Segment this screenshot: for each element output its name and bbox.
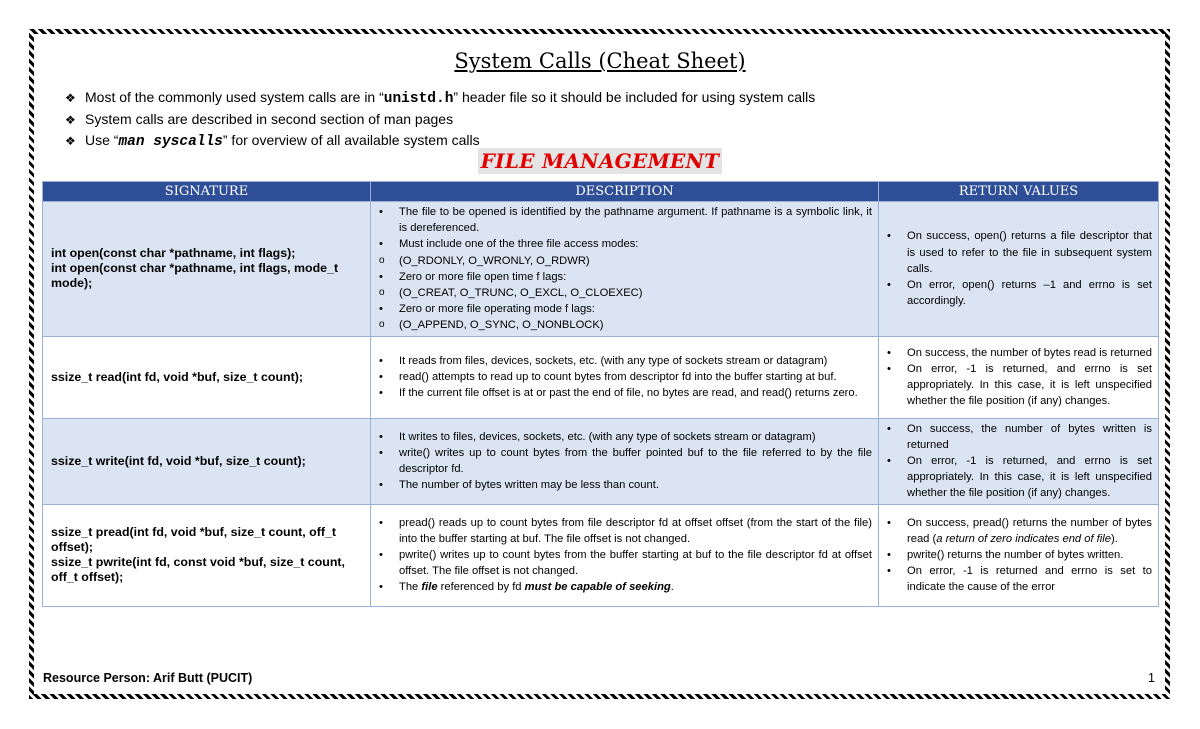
signature-cell: ssize_t write(int fd, void *buf, size_t count); [43,418,371,504]
description-cell: • It writes to files, devices, sockets, etc. (with any type of sockets stream or datagram) • write() writes up to count bytes from the buffer pointed buf to the file referred to by the file descriptor fd. • The number of bytes written may be less than count. [371,418,879,504]
return-values-cell: • On success, the number of bytes written is returned • On error, -1 is returned, and errno is set appropriately. In this case, it is left unspecified whether the file position (if any) changes. [879,418,1159,504]
section-heading: FILE MANAGEMENT [35,148,1165,174]
header-signature: SIGNATURE [43,182,371,202]
diamond-bullet-icon: ❖ [65,134,76,148]
return-values-cell: • On success, pread() returns the number of bytes read (a return of zero indicates end of file). • pwrite() returns the number of bytes written. • On error, -1 is returned and errno is set to indicate the cause of the error [879,504,1159,606]
page-title: System Calls (Cheat Sheet) [454,49,746,73]
intro-bullet: ❖ Most of the commonly used system calls are in “unistd.h” header file so it should be included for using system calls [65,89,816,107]
diamond-bullet-icon: ❖ [65,113,76,127]
footer-author: Resource Person: Arif Butt (PUCIT) [43,671,253,685]
page-number: 1 [1148,671,1155,685]
signature-cell: ssize_t read(int fd, void *buf, size_t count); [43,336,371,418]
description-cell: • The file to be opened is identified by the pathname argument. If pathname is a symbolic link, it is dereferenced. • Must include one of the three file access modes: o (O_RDONLY, O_WRONLY, O_RDWR) • Zero or more file open time f lags: o (O_CREAT, O_TRUNC, O_EXCL, O_CLOEXEC) • Zero or more file operating mode f lags: o (O_APPEND, O_SYNC, O_NONBLOCK) [371,202,879,337]
table-header-row [43,182,1159,202]
table-row [43,336,1159,418]
description-cell: • It reads from files, devices, sockets, etc. (with any type of sockets stream or datagram) • read() attempts to read up to count bytes from descriptor fd into the buffer starting at buf. • If the current file offset is at or past the end of file, no bytes are read, and read() returns zero. [371,336,879,418]
page-content [35,35,1165,693]
return-values-cell: • On success, the number of bytes read is returned • On error, -1 is returned, and errno is set appropriately. In this case, it is left unspecified whether the file position (if any) changes. [879,336,1159,418]
diamond-bullet-icon: ❖ [65,91,76,105]
intro-bullets [65,87,815,152]
description-cell: • pread() reads up to count bytes from file descriptor fd at offset offset (from the start of the file) into the buffer starting at buf. The file offset is not changed. • pwrite() writes up to count bytes from the buffer starting at buf to the file descriptor fd at offset offset. The file offset is not changed. • The file referenced by fd must be capable of seeking. [371,504,879,606]
header-return-values: RETURN VALUES [879,182,1159,202]
syscall-table [42,181,1159,607]
intro-bullet: ❖ System calls are described in second section of man pages [65,109,815,130]
intro-bullet: ❖ Use “man syscalls” for overview of all available system calls [65,132,480,150]
header-description: DESCRIPTION [371,182,879,202]
table-row [43,418,1159,504]
table-row [43,504,1159,606]
signature-cell: ssize_t pread(int fd, void *buf, size_t count, off_t offset); ssize_t pwrite(int fd, const void *buf, size_t count, off_t offset); [43,504,371,606]
signature-cell: int open(const char *pathname, int flags); int open(const char *pathname, int flags, mode_t mode); [43,202,371,337]
return-values-cell: • On success, open() returns a file descriptor that is used to refer to the file in subsequent system calls. • On error, open() returns –1 and errno is set accordingly. [879,202,1159,337]
table-row [43,202,1159,337]
